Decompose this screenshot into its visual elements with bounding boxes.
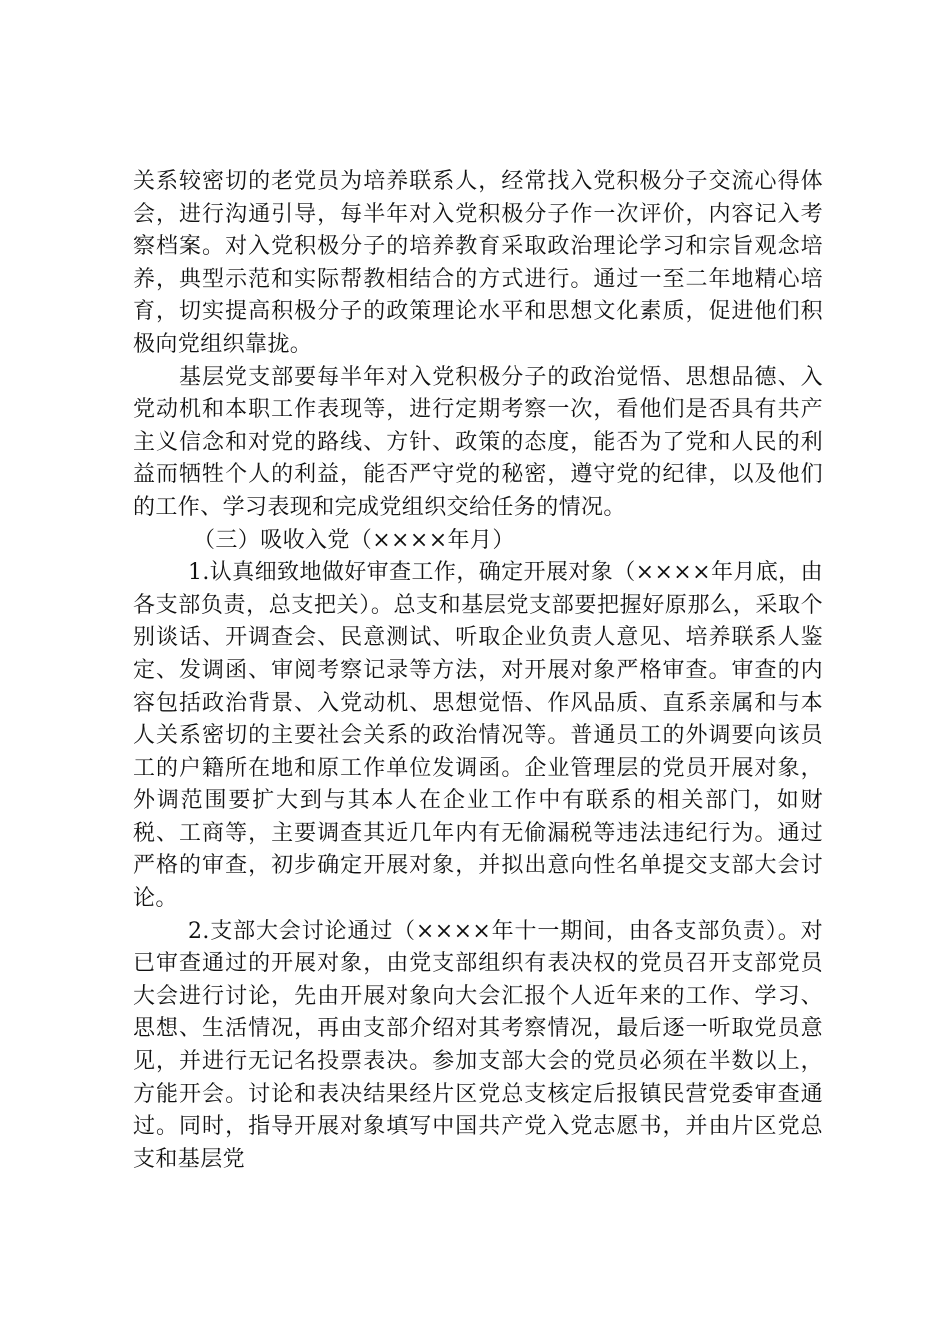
paragraph-branch-inspection: 基层党支部要每半年对入党积极分子的政治觉悟、思想品德、入党动机和本职工作表现等，进行定期考察一次，看他们是否具有共产主义信念和对党的路线、方针、政策的态度，能否为了党和人民的利益而牺牲个人的利益，能否严守党的秘密，遵守党的纪律，以及他们的工作、学习表现和完成党组织交给任务的情况。 [133, 364, 823, 520]
paragraph-item-2-branch-meeting: 2.支部大会讨论通过（××××年十一期间，由各支部负责）。对已审查通过的开展对象，由党支部组织有表决权的党员召开支部党员大会进行讨论，先由开展对象向大会汇报个人近年来的工作、学习、思想、生活情况，再由支部介绍对其考察情况，最后逐一听取党员意见，并进行无记名投票表决。参加支部大会的党员必须在半数以上，方能开会。讨论和表决结果经片区党总支核定后报镇民营党委审查通过。同时，指导开展对象填写中国共产党入党志愿书，并由片区党总支和基层党 [133, 918, 823, 1172]
paragraph-continuation: 关系较密切的老党员为培养联系人，经常找入党积极分子交流心得体会，进行沟通引导，每半年对入党积极分子作一次评价，内容记入考察档案。对入党积极分子的培养教育采取政治理论学习和宗旨观念培养，典型示范和实际帮教相结合的方式进行。通过一至二年地精心培育，切实提高积极分子的政策理论水平和思想文化素质，促进他们积极向党组织靠拢。 [133, 169, 823, 357]
section-heading-admission: （三）吸收入党（××××年月） [193, 527, 515, 553]
document-body [133, 166, 823, 1176]
paragraph-item-1-review: 1.认真细致地做好审查工作，确定开展对象（××××年月底，由各支部负责，总支把关）。总支和基层党支部要把握好原那么，采取个别谈话、开调查会、民意测试、听取企业负责人意见、培养联系人鉴定、发调函、审阅考察记录等方法，对开展对象严格审查。审查的内容包括政治背景、入党动机、思想觉悟、作风品质、直系亲属和与本人关系密切的主要社会关系的政治情况等。普通员工的外调要向该员工的户籍所在地和原工作单位发调函。企业管理层的党员开展对象，外调范围要扩大到与其本人在企业工作中有联系的相关部门，如财税、工商等，主要调查其近几年内有无偷漏税等违法违纪行为。通过严格的审查，初步确定开展对象，并拟出意向性名单提交支部大会讨论。 [133, 560, 823, 912]
